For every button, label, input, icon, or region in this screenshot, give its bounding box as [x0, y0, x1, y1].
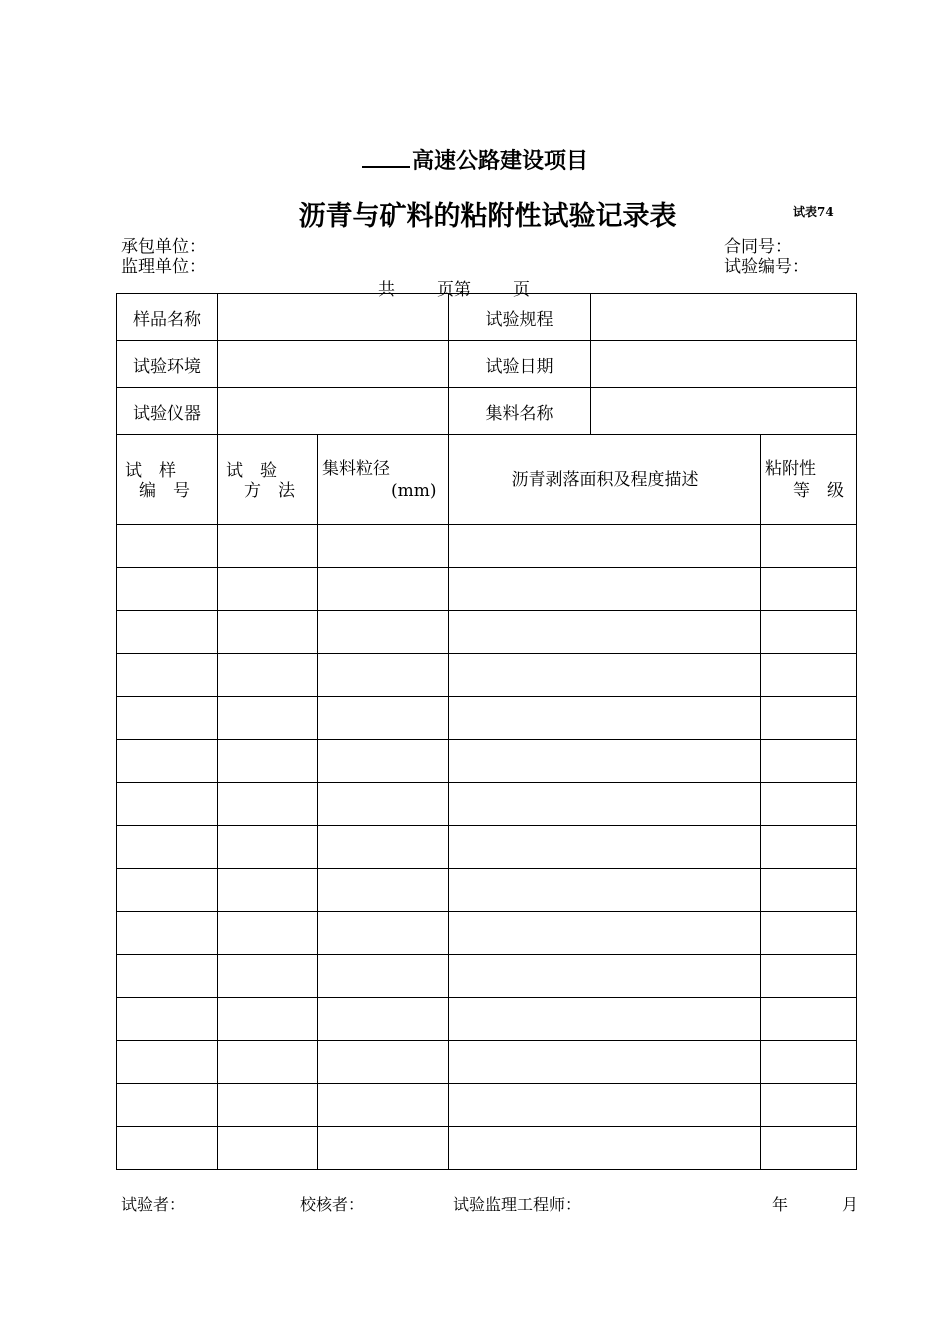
test-date-label: 试验日期 [449, 341, 591, 388]
table-cell[interactable] [761, 697, 857, 740]
info-row [117, 388, 857, 435]
table-cell[interactable] [761, 1084, 857, 1127]
table-cell[interactable] [449, 525, 761, 568]
table-cell[interactable] [761, 740, 857, 783]
table-cell[interactable] [117, 826, 218, 869]
method-header [218, 435, 318, 525]
test-environment-input[interactable] [218, 341, 449, 388]
table-cell[interactable] [761, 654, 857, 697]
table-cell[interactable] [117, 611, 218, 654]
table-cell[interactable] [318, 697, 449, 740]
form-number: 试表74 [793, 205, 834, 219]
table-cell[interactable] [318, 998, 449, 1041]
aggregate-name-label: 集料名称 [449, 388, 591, 435]
table-cell[interactable] [449, 912, 761, 955]
test-instrument-input[interactable] [218, 388, 449, 435]
record-table [116, 293, 857, 1170]
table-cell[interactable] [117, 740, 218, 783]
table-row [117, 568, 857, 611]
table-cell[interactable] [117, 998, 218, 1041]
table-cell[interactable] [761, 611, 857, 654]
sample-no-header [117, 435, 218, 525]
table-cell[interactable] [117, 525, 218, 568]
page-total-label: 共 [378, 280, 395, 300]
table-cell[interactable] [117, 654, 218, 697]
table-row [117, 783, 857, 826]
table-row [117, 697, 857, 740]
grade-header-line1: 粘附性 [765, 459, 816, 479]
table-cell[interactable] [117, 1084, 218, 1127]
particle-size-header [318, 435, 449, 525]
table-cell[interactable] [218, 697, 318, 740]
project-title [0, 144, 950, 175]
table-cell[interactable] [218, 654, 318, 697]
sample-name-label: 样品名称 [117, 294, 218, 341]
test-standard-input[interactable] [591, 294, 857, 341]
method-header-line1: 试 验 [226, 461, 277, 481]
table-row [117, 654, 857, 697]
aggregate-name-input[interactable] [591, 388, 857, 435]
table-row [117, 1127, 857, 1170]
table-cell[interactable] [318, 1127, 449, 1170]
table-cell[interactable] [449, 1041, 761, 1084]
table-cell[interactable] [218, 611, 318, 654]
table-cell[interactable] [318, 740, 449, 783]
table-cell[interactable] [117, 1127, 218, 1170]
form-title: 沥青与矿料的粘附性试验记录表 [298, 201, 677, 232]
table-cell[interactable] [449, 611, 761, 654]
table-cell[interactable] [761, 1127, 857, 1170]
tester-label: 试验者： [121, 1195, 186, 1214]
table-cell[interactable] [449, 1084, 761, 1127]
grade-header-line2: 等 级 [793, 481, 844, 501]
table-cell[interactable] [449, 998, 761, 1041]
test-instrument-label: 试验仪器 [117, 388, 218, 435]
table-cell[interactable] [761, 912, 857, 955]
table-cell[interactable] [318, 654, 449, 697]
table-cell[interactable] [218, 955, 318, 998]
year-label: 年 [772, 1195, 789, 1214]
table-cell[interactable] [318, 1084, 449, 1127]
table-cell[interactable] [218, 1127, 318, 1170]
table-cell[interactable] [761, 869, 857, 912]
test-no-label: 试验编号： [724, 257, 809, 277]
table-cell[interactable] [761, 1041, 857, 1084]
table-cell[interactable] [761, 955, 857, 998]
table-cell[interactable] [318, 611, 449, 654]
sample-no-header-line1: 试 样 [125, 461, 176, 481]
table-row [117, 740, 857, 783]
test-date-input[interactable] [591, 341, 857, 388]
table-cell[interactable] [761, 998, 857, 1041]
table-cell[interactable] [218, 783, 318, 826]
particle-size-header-line1: 集料粒径 [322, 459, 390, 479]
method-header-line2: 方 法 [244, 481, 295, 501]
table-cell[interactable] [218, 1084, 318, 1127]
table-cell[interactable] [449, 654, 761, 697]
table-cell[interactable] [117, 1041, 218, 1084]
table-row [117, 826, 857, 869]
contract-no-label: 合同号： [724, 237, 792, 257]
sample-no-header-line2: 编 号 [139, 481, 190, 501]
supervisor-label: 监理单位： [121, 257, 206, 277]
table-row [117, 998, 857, 1041]
table-cell[interactable] [318, 869, 449, 912]
table-cell[interactable] [761, 826, 857, 869]
table-row [117, 869, 857, 912]
table-row [117, 1041, 857, 1084]
table-row [117, 955, 857, 998]
table-cell[interactable] [218, 826, 318, 869]
table-cell[interactable] [218, 869, 318, 912]
table-cell[interactable] [117, 783, 218, 826]
table-row [117, 1084, 857, 1127]
table-cell[interactable] [117, 869, 218, 912]
info-row [117, 294, 857, 341]
test-standard-label: 试验规程 [449, 294, 591, 341]
table-cell[interactable] [218, 998, 318, 1041]
table-row [117, 611, 857, 654]
column-header-row [117, 435, 857, 525]
table-cell[interactable] [218, 1041, 318, 1084]
table-cell[interactable] [218, 525, 318, 568]
grade-header [761, 435, 857, 525]
table-cell[interactable] [318, 912, 449, 955]
page-unit-label: 页 [513, 280, 530, 300]
description-header [449, 435, 761, 525]
description-header-text: 沥青剥落面积及程度描述 [511, 470, 699, 490]
month-label: 月 [842, 1195, 859, 1214]
table-cell[interactable] [318, 525, 449, 568]
table-cell[interactable] [761, 525, 857, 568]
table-cell[interactable] [117, 955, 218, 998]
table-row [117, 525, 857, 568]
table-row [117, 912, 857, 955]
project-title-text: 高速公路建设项目 [411, 148, 588, 174]
test-environment-label: 试验环境 [117, 341, 218, 388]
info-row [117, 341, 857, 388]
table-cell[interactable] [449, 783, 761, 826]
supervisor-engineer-label: 试验监理工程师： [453, 1195, 582, 1214]
table-cell[interactable] [449, 869, 761, 912]
table-cell[interactable] [449, 697, 761, 740]
table-cell[interactable] [449, 955, 761, 998]
sample-name-input[interactable] [218, 294, 449, 341]
particle-size-header-unit: (mm) [391, 481, 437, 501]
table-cell[interactable] [117, 697, 218, 740]
table-cell[interactable] [318, 955, 449, 998]
page-of-label: 页第 [437, 280, 471, 300]
table-cell[interactable] [318, 783, 449, 826]
table-cell[interactable] [761, 783, 857, 826]
contractor-label: 承包单位： [121, 237, 206, 257]
table-cell[interactable] [449, 740, 761, 783]
table-cell[interactable] [117, 912, 218, 955]
table-cell[interactable] [449, 826, 761, 869]
table-cell[interactable] [218, 568, 318, 611]
table-cell[interactable] [218, 740, 318, 783]
table-cell[interactable] [449, 568, 761, 611]
table-cell[interactable] [218, 912, 318, 955]
table-cell[interactable] [318, 568, 449, 611]
table-cell[interactable] [318, 826, 449, 869]
project-name-blank [362, 148, 410, 168]
checker-label: 校核者： [300, 1195, 365, 1214]
table-cell[interactable] [761, 568, 857, 611]
table-cell[interactable] [449, 1127, 761, 1170]
table-cell[interactable] [318, 1041, 449, 1084]
table-cell[interactable] [117, 568, 218, 611]
